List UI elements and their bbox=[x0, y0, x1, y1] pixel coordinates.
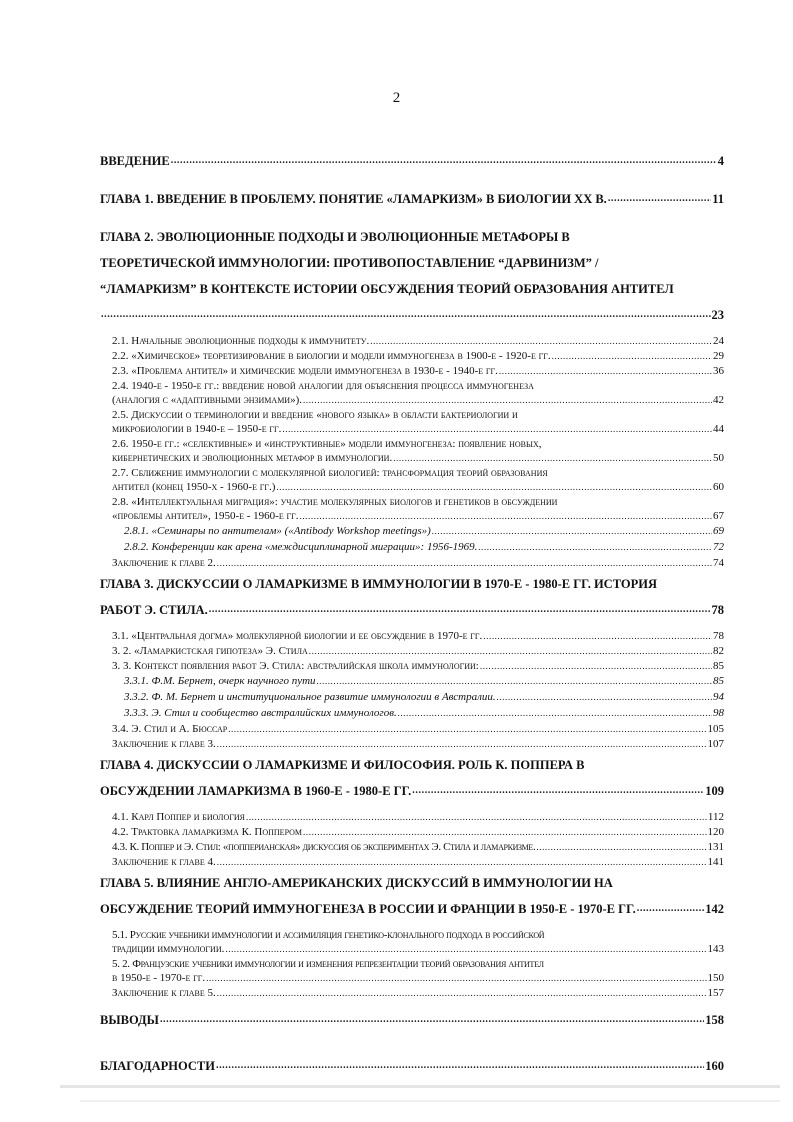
toc-entry-section-2-6[interactable] bbox=[100, 437, 724, 465]
toc-leader bbox=[216, 1053, 704, 1079]
toc-leader bbox=[217, 986, 707, 1000]
toc-leader bbox=[217, 556, 712, 570]
toc-leader bbox=[299, 509, 712, 523]
toc-title-line: традиции иммунологии. bbox=[112, 943, 225, 955]
toc-page: 42 bbox=[713, 394, 724, 406]
scan-artifact bbox=[60, 1085, 780, 1088]
page-number: 2 bbox=[392, 90, 401, 106]
toc-page: 98 bbox=[713, 707, 724, 719]
toc-entry-section-5-1[interactable] bbox=[100, 928, 724, 956]
toc-entry-section-4-1[interactable] bbox=[100, 810, 724, 824]
toc-title-line: в 1950-е - 1970-е гг. bbox=[112, 972, 206, 984]
toc-leader bbox=[209, 597, 711, 623]
toc-page: 23 bbox=[711, 308, 724, 322]
toc-page: 143 bbox=[707, 943, 724, 955]
toc-title-line: “ЛАМАРКИЗМ” В КОНТЕКСТЕ ИСТОРИИ ОБСУЖДЕНИЯ ТЕОРИЙ ОБРАЗОВАНИЯ АНТИТЕЛ bbox=[100, 282, 674, 296]
toc-page: 11 bbox=[712, 192, 724, 206]
toc-page: 78 bbox=[711, 603, 724, 617]
toc-entry-conclusions[interactable] bbox=[100, 1007, 724, 1033]
toc-entry-section-4-3[interactable] bbox=[100, 840, 724, 854]
toc-page: 157 bbox=[707, 987, 724, 999]
toc-title: БЛАГОДАРНОСТИ bbox=[100, 1059, 215, 1073]
toc-title: ВВЕДЕНИЕ bbox=[100, 154, 170, 168]
toc-leader bbox=[309, 644, 712, 658]
toc-page: 24 bbox=[713, 335, 724, 347]
toc-title-line: (аналогия с «адаптивными энзимами»). bbox=[112, 394, 302, 406]
toc-leader bbox=[171, 148, 717, 174]
toc-page: 85 bbox=[713, 675, 724, 687]
toc-entry-conclusion-2[interactable] bbox=[100, 556, 724, 570]
toc-leader bbox=[225, 942, 706, 956]
toc-leader bbox=[608, 186, 711, 212]
toc-leader bbox=[317, 674, 712, 688]
toc-leader bbox=[101, 302, 711, 328]
toc-title-line: ГЛАВА 5. ВЛИЯНИЕ АНГЛО-АМЕРИКАНСКИХ ДИСКУССИЙ В ИММУНОЛОГИИ НА bbox=[100, 876, 613, 890]
toc-title: 2.8.1. «Семинары по антителам» («Antibody Workshop meetings») bbox=[124, 525, 431, 537]
toc-leader bbox=[480, 659, 712, 673]
table-of-contents bbox=[100, 148, 724, 1079]
toc-leader bbox=[483, 629, 712, 643]
toc-page: 29 bbox=[713, 350, 724, 362]
toc-title: 4.1. Карл Поппер и биология bbox=[112, 811, 245, 823]
toc-leader bbox=[393, 451, 712, 465]
toc-leader bbox=[217, 855, 707, 869]
toc-title: 3.1. «Центральная догма» молекулярной биологии и ее обсуждение в 1970-е гг. bbox=[112, 630, 483, 642]
toc-entry-chapter-2[interactable] bbox=[100, 224, 724, 328]
toc-entry-subsection-2-8-1[interactable] bbox=[100, 524, 724, 538]
toc-title-line: 5. 2. Французские учебники иммунологии и изменения репрезентации теорий образования антител bbox=[112, 958, 544, 970]
toc-title: 2.8.2. Конференции как арена «междисциплинарной миграции»: 1956-1969. bbox=[124, 541, 478, 553]
toc-title: 2.1. Начальные эволюционные подходы к иммунитету. bbox=[112, 335, 370, 347]
toc-page: 82 bbox=[713, 645, 724, 657]
toc-leader bbox=[303, 825, 706, 839]
toc-title: ВЫВОДЫ bbox=[100, 1013, 159, 1027]
toc-title: Заключение к главе 4. bbox=[112, 856, 216, 868]
toc-title-line: ГЛАВА 2. ЭВОЛЮЦИОННЫЕ ПОДХОДЫ И ЭВОЛЮЦИОННЫЕ МЕТАФОРЫ В bbox=[100, 230, 570, 244]
toc-title: 3. 3. Контекст появления работ Э. Стила: австралийская школа иммунологии: bbox=[112, 660, 479, 672]
toc-leader bbox=[246, 810, 707, 824]
toc-entry-chapter-4[interactable] bbox=[100, 752, 724, 804]
toc-entry-section-3-3[interactable] bbox=[100, 659, 724, 673]
toc-leader bbox=[160, 1007, 704, 1033]
toc-entry-section-3-1[interactable] bbox=[100, 629, 724, 643]
toc-entry-introduction[interactable] bbox=[100, 148, 724, 174]
toc-page: 78 bbox=[713, 630, 724, 642]
toc-title-line: микробиологии в 1940-е – 1950-е гг. bbox=[112, 423, 282, 435]
toc-page: 150 bbox=[707, 972, 724, 984]
toc-leader bbox=[499, 364, 712, 378]
toc-title: 3.4. Э. Стил и А. Бюссар bbox=[112, 723, 228, 735]
toc-title: Заключение к главе 3. bbox=[112, 738, 216, 750]
toc-title-line: 2.7. Сближение иммунологии с молекулярной биологией: трансформация теорий образования bbox=[112, 467, 548, 479]
toc-page: 158 bbox=[705, 1013, 724, 1027]
toc-page: 72 bbox=[713, 541, 724, 553]
toc-page: 36 bbox=[713, 365, 724, 377]
toc-page: 120 bbox=[707, 826, 724, 838]
toc-page: 160 bbox=[705, 1059, 724, 1073]
toc-leader bbox=[303, 393, 712, 407]
toc-entry-acknowledgements[interactable] bbox=[100, 1053, 724, 1079]
toc-entry-subsection-3-3-3[interactable] bbox=[100, 706, 724, 720]
toc-title: 4.3. К. Поппер и Э. Стил: «попперианская» дискуссия об экспериментах Э. Стила и ламаркизме. bbox=[112, 841, 536, 853]
toc-leader bbox=[536, 840, 706, 854]
toc-leader bbox=[552, 349, 712, 363]
toc-entry-section-2-5[interactable] bbox=[100, 408, 724, 436]
toc-title: Заключение к главе 2. bbox=[112, 557, 216, 569]
toc-title-line: ГЛАВА 4. ДИСКУССИИ О ЛАМАРКИЗМЕ И ФИЛОСОФИЯ. РОЛЬ К. ПОППЕРА В bbox=[100, 758, 585, 772]
toc-leader bbox=[206, 971, 706, 985]
toc-leader bbox=[432, 524, 712, 538]
toc-leader bbox=[497, 690, 712, 704]
toc-entry-section-3-2[interactable] bbox=[100, 644, 724, 658]
toc-page: 67 bbox=[713, 510, 724, 522]
toc-page: 131 bbox=[707, 841, 724, 853]
toc-title-line: ОБСУЖДЕНИИ ЛАМАРКИЗМА В 1960-Е - 1980-Е ГГ. bbox=[100, 784, 412, 798]
toc-entry-conclusion-5[interactable] bbox=[100, 986, 724, 1000]
toc-title: 3.3.2. Ф. М. Бернет и институциональное развитие иммунологии в Австралии. bbox=[124, 691, 496, 703]
toc-entry-chapter-5[interactable] bbox=[100, 870, 724, 922]
toc-entry-section-2-8[interactable] bbox=[100, 495, 724, 523]
toc-entry-section-2-7[interactable] bbox=[100, 466, 724, 494]
toc-entry-conclusion-3[interactable] bbox=[100, 737, 724, 751]
toc-title-line: антител (конец 1950-х - 1960-е гг.) bbox=[112, 481, 276, 493]
toc-leader bbox=[276, 480, 712, 494]
toc-leader bbox=[478, 540, 712, 554]
toc-entry-section-5-2[interactable] bbox=[100, 957, 724, 985]
toc-title-line: ОБСУЖДЕНИЕ ТЕОРИЙ ИММУНОГЕНЕЗА В РОССИИ И ФРАНЦИИ В 1950-Е - 1970-Е ГГ. bbox=[100, 902, 636, 916]
toc-entry-section-3-4[interactable] bbox=[100, 722, 724, 736]
toc-title: Заключение к главе 5. bbox=[112, 987, 216, 999]
toc-page: 44 bbox=[713, 423, 724, 435]
toc-title-line: 2.4. 1940-е - 1950-е гг.: введение новой аналогии для объяснения процесса иммуногенеза bbox=[112, 380, 534, 392]
toc-page: 107 bbox=[707, 738, 724, 750]
toc-entry-conclusion-4[interactable] bbox=[100, 855, 724, 869]
toc-entry-section-2-4[interactable] bbox=[100, 379, 724, 407]
toc-page: 50 bbox=[713, 452, 724, 464]
toc-entry-section-4-2[interactable] bbox=[100, 825, 724, 839]
toc-title-line: кибернетических и эволюционных метафор в иммунологии. bbox=[112, 452, 393, 464]
toc-entry-section-2-3[interactable] bbox=[100, 364, 724, 378]
toc-page: 141 bbox=[707, 856, 724, 868]
toc-title-line: ТЕОРЕТИЧЕСКОЙ ИММУНОЛОГИИ: ПРОТИВОПОСТАВЛЕНИЕ “ДАРВИНИЗМ” / bbox=[100, 256, 599, 270]
toc-page: 109 bbox=[705, 784, 724, 798]
toc-leader bbox=[370, 334, 712, 348]
toc-entry-subsection-2-8-2[interactable] bbox=[100, 540, 724, 554]
toc-page: 60 bbox=[713, 481, 724, 493]
toc-entry-chapter-1[interactable] bbox=[100, 186, 724, 212]
toc-leader bbox=[282, 422, 712, 436]
scan-artifact bbox=[80, 1100, 780, 1102]
toc-leader bbox=[228, 722, 706, 736]
toc-leader bbox=[217, 737, 707, 751]
toc-entry-subsection-3-3-2[interactable] bbox=[100, 690, 724, 704]
toc-title: 3.3.1. Ф.М. Бернет, очерк научного пути bbox=[124, 675, 316, 687]
toc-title: 3.3.3. Э. Стил и сообщество австралийских иммунологов. bbox=[124, 707, 397, 719]
toc-page: 85 bbox=[713, 660, 724, 672]
toc-title: 2.3. «Проблема антител» и химические модели иммуногенеза в 1930-е - 1940-е гг. bbox=[112, 365, 498, 377]
toc-title-line: 2.5. Дискуссии о терминологии и введение «нового языка» в области бактериологии и bbox=[112, 409, 518, 421]
toc-title-line: 2.6. 1950-е гг.: «селективные» и «инструктивные» модели иммуногенеза: появление новых, bbox=[112, 438, 542, 450]
toc-entry-subsection-3-3-1[interactable] bbox=[100, 674, 724, 688]
toc-page: 69 bbox=[713, 525, 724, 537]
toc-page: 112 bbox=[707, 811, 724, 823]
toc-title: 3. 2. «Ламаркистская гипотеза» Э. Стила bbox=[112, 645, 308, 657]
toc-title: 2.2. «Химическое» теоретизирование в биологии и модели иммуногенеза в 1900-е - 1920-е гг. bbox=[112, 350, 551, 362]
toc-page: 74 bbox=[713, 557, 724, 569]
toc-title-line: «проблемы антител», 1950-е - 1960-е гг. bbox=[112, 510, 299, 522]
toc-entry-section-2-2[interactable] bbox=[100, 349, 724, 363]
toc-entry-chapter-3[interactable] bbox=[100, 571, 724, 623]
toc-title-line: 5.1. Русские учебники иммунологии и ассимиляция генетико-клонального подхода в российской bbox=[112, 929, 545, 941]
toc-page: 105 bbox=[707, 723, 724, 735]
toc-title-line: РАБОТ Э. СТИЛА. bbox=[100, 603, 208, 617]
toc-title-line: ГЛАВА 3. ДИСКУССИИ О ЛАМАРКИЗМЕ В ИММУНОЛОГИИ В 1970-Е - 1980-Е ГГ. ИСТОРИЯ bbox=[100, 577, 657, 591]
toc-entry-section-2-1[interactable] bbox=[100, 334, 724, 348]
toc-page: 4 bbox=[717, 154, 724, 168]
toc-leader bbox=[398, 706, 712, 720]
toc-page: 142 bbox=[705, 902, 724, 916]
toc-title: 4.2. Трактовка ламаркизма К. Поппером bbox=[112, 826, 303, 838]
toc-title-line: 2.8. «Интеллектуальная миграция»: участие молекулярных биологов и генетиков в обсуждении bbox=[112, 496, 558, 508]
toc-leader bbox=[412, 778, 704, 804]
toc-leader bbox=[637, 896, 705, 922]
toc-title: ГЛАВА 1. ВВЕДЕНИЕ В ПРОБЛЕМУ. ПОНЯТИЕ «ЛАМАРКИЗМ» В БИОЛОГИИ XX В. bbox=[100, 192, 607, 206]
toc-page: 94 bbox=[713, 691, 724, 703]
